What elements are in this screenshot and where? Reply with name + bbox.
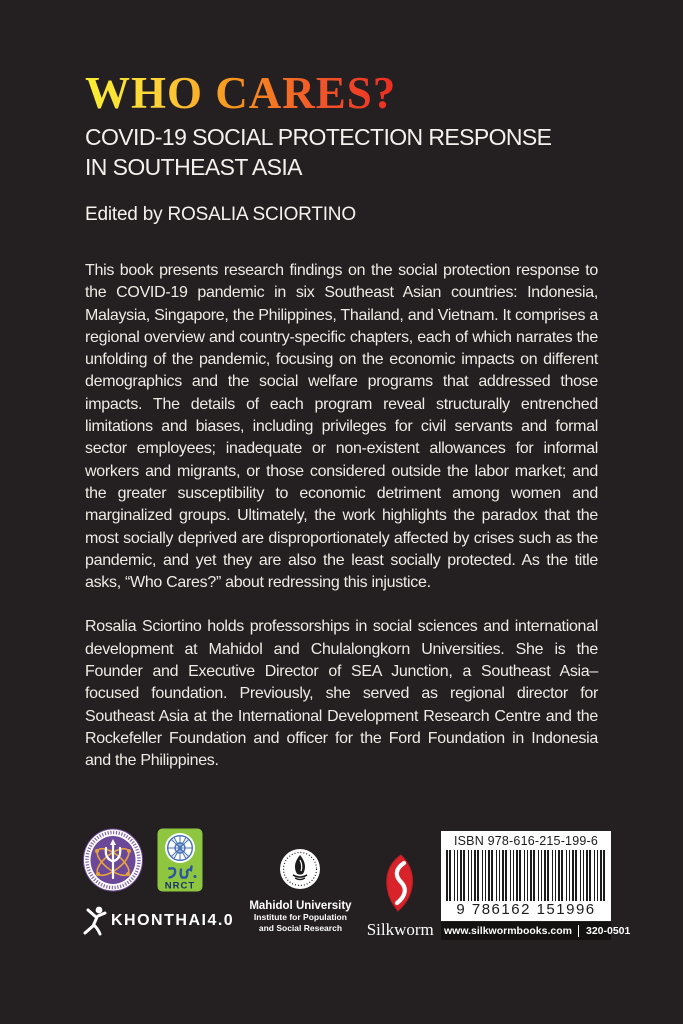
khonthai-figure-icon [83,905,109,937]
publisher-strip [441,922,631,940]
book-title: WHO CARES? [85,68,397,118]
isbn-barcode [441,831,631,940]
funder-logos [83,828,234,937]
mahidol-logo [241,848,359,933]
silkworm-logo [367,854,434,940]
author-bio: Rosalia Sciortino holds professorships in social sciences and international development at Mahidol and Chulalongkorn Universities. She is the Founder and Executive Director of SEA Junction, a Southeast Asia–focused foundation. Previously, she served as regional director for Southeast Asia at the International Development Research Centre and the Rockefeller Foundation and officer for the Ford Foundation in Indonesia and the Philippines. [85,618,598,770]
mahidol-emblem-icon [279,848,321,890]
nrct-latin-text: NRCT [164,880,196,892]
khonthai-label: KHONTHAI4.0 [111,912,235,929]
subtitle-line-2: IN SOUTHEAST ASIA [85,154,302,180]
book-subtitle [85,122,598,182]
mahidol-institute-line1: Institute for Population [253,912,347,922]
barcode-bars [446,850,606,901]
subtitle-line-1: COVID-19 SOCIAL PROTECTION RESPONSE [85,124,552,150]
publisher-website: www.silkwormbooks.com [444,925,572,937]
silkworm-cocoon-icon [380,854,420,912]
book-blurb: This book presents research findings on the social protection response to the COVID-19 pandemic in six Southeast Asian countries: Indonesia, Malaysia, Singapore, the Philippines, Thailand, and Vietnam. It comprises a regional overview and country-specific chapters, each of which narrates the unfolding of the pandemic, focusing on the economic impacts on different demographics and the social welfare programs that addressed those impacts. The details of each program reveal structurally entrenched limitations and biases, including privileges for civil servants and formal sector employees; inadequate or non-existent allowances for informal workers and migrants, or those considered outside the labor market; and the greater susceptibility to economic detriment among women and marginalized groups. Ultimately, the work highlights the paradox that the most socially deprived are disproportionately affected by crises such as the pandemic, and yet they are also the least socially protected. As the title asks, “Who Cares?” about redressing this injustice. [85,262,598,592]
edited-by: Edited by ROSALIA SCIORTINO [85,204,356,225]
isbn-number: ISBN 978-616-215-199-6 [453,834,599,848]
nrct-logo-icon [157,828,203,892]
print-code: 320-0501 [578,925,630,937]
khonthai-logo [83,905,234,937]
silkworm-label: Silkworm [366,920,434,939]
mahidol-institute-line2: and Social Research [258,922,343,933]
tsri-emblem-icon [83,828,143,892]
publisher-footer [83,828,631,940]
mahidol-name: Mahidol University [249,900,352,912]
barcode-digits: 9 786162 151996 [456,901,596,918]
